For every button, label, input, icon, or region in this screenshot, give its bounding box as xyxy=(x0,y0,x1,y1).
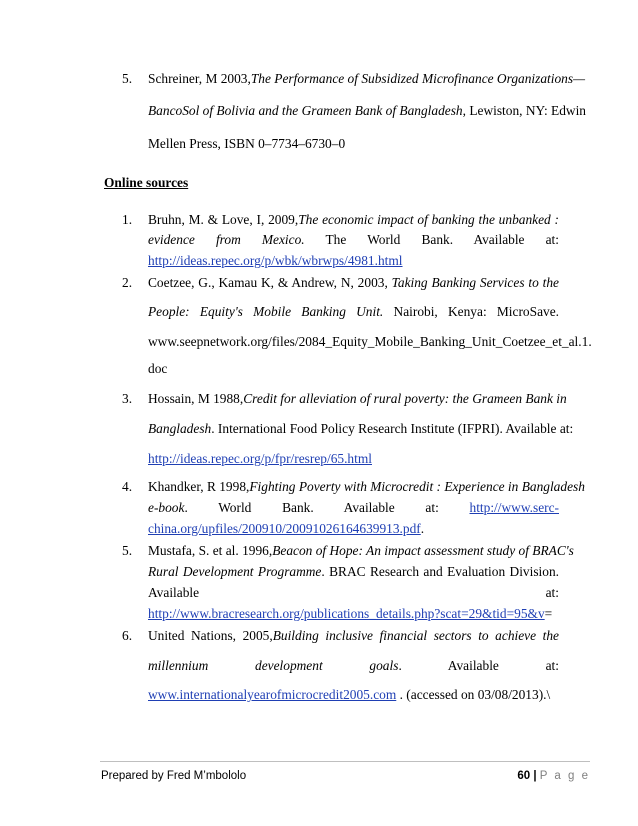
online2-number: 2. xyxy=(122,275,133,290)
online6-availability: . Available at: xyxy=(398,658,559,673)
online4-number: 4. xyxy=(122,479,133,494)
online2-line1 xyxy=(148,275,559,291)
ref5-line3: Mellen Press, ISBN 0–7734–6730–0 xyxy=(148,136,346,151)
online1-line1 xyxy=(148,212,559,228)
online4-line2 xyxy=(148,500,559,516)
online5-link[interactable]: http://www.bracresearch.org/publications_details.php?scat=29&tid=95&v xyxy=(148,606,545,621)
online6-line1 xyxy=(148,628,559,644)
online6-author: United Nations, 2005, xyxy=(148,628,273,643)
online5-line4 xyxy=(148,606,559,622)
online6-number: 6. xyxy=(122,628,133,643)
ref5-title: The Performance of Subsidized Microfinance Organizations— xyxy=(250,71,585,86)
online6-link[interactable]: www.internationalyearofmicrocredit2005.com xyxy=(148,687,397,702)
online-sources-heading: Online sources xyxy=(104,175,189,190)
online4-period: . xyxy=(420,521,425,536)
online4-publisher: . World Bank. Available at: xyxy=(184,500,439,515)
ref5-line1 xyxy=(148,71,585,87)
online4-title: Fighting Poverty with Microcredit : Experience in Bangladesh xyxy=(249,479,585,494)
online3-line2 xyxy=(148,421,574,437)
online5-at: at: xyxy=(545,585,559,600)
online1-title: The economic impact of banking the unbanked : xyxy=(298,212,559,227)
online3-line1 xyxy=(148,391,567,407)
online2-author: Coetzee, G., Kamau K, & Andrew, N, 2003, xyxy=(148,275,392,290)
footer-page xyxy=(517,769,590,783)
online4-format: e-book xyxy=(148,500,185,515)
online6-title: Building inclusive financial sectors to achieve the xyxy=(272,628,559,643)
online2-url-end: doc xyxy=(148,361,168,376)
online2-title: Taking Banking Services to the xyxy=(391,275,559,290)
online2-publisher: Nairobi, Kenya: MicroSave. xyxy=(383,304,559,319)
footer-author: Prepared by Fred M’mbololo xyxy=(101,770,247,782)
ref5-author: Schreiner, M 2003, xyxy=(148,71,251,86)
online2-url: www.seepnetwork.org/files/2084_Equity_Mobile_Banking_Unit_Coetzee_et_al.1. xyxy=(148,334,592,349)
online1-title-cont: evidence from Mexico. xyxy=(148,232,305,247)
online3-author: Hossain, M 1988, xyxy=(148,391,244,406)
online5-suffix: = xyxy=(544,606,553,621)
page-number: 60 xyxy=(517,770,531,782)
online4-line3 xyxy=(148,521,559,537)
online1-author: Bruhn, M. & Love, I, 2009, xyxy=(148,212,299,227)
page-word: P a g e xyxy=(539,770,590,782)
online4-author: Khandker, R 1998, xyxy=(148,479,250,494)
online5-title-cont: Rural Development Programme xyxy=(148,564,322,579)
online1-number: 1. xyxy=(122,212,133,227)
online1-availability: The World Bank. Available at: xyxy=(304,232,559,247)
online2-line2 xyxy=(148,304,559,320)
online3-title: Credit for alleviation of rural poverty: the Grameen Bank in xyxy=(243,391,567,406)
online1-line2 xyxy=(148,232,559,248)
online5-number: 5. xyxy=(122,543,133,558)
online5-available: Available xyxy=(148,585,200,600)
online1-line3 xyxy=(148,253,559,269)
online3-publisher: . International Food Policy Research Institute (IFPRI). Available at: xyxy=(211,421,574,436)
footer-divider xyxy=(100,761,590,762)
online3-number: 3. xyxy=(122,391,133,406)
ref5-publisher: , Lewiston, NY: Edwin xyxy=(462,103,586,118)
ref5-number: 5. xyxy=(122,71,133,86)
online5-line2 xyxy=(148,564,559,580)
ref5-title-cont: BancoSol of Bolivia and the Grameen Bank of Bangladesh xyxy=(148,103,463,118)
online6-accessed: . (accessed on 03/08/2013).\ xyxy=(396,687,551,702)
online3-link[interactable]: http://ideas.repec.org/p/fpr/resrep/65.html xyxy=(148,451,372,466)
online5-publisher: . BRAC Research and Evaluation Division. xyxy=(321,564,559,579)
online6-line3 xyxy=(148,687,559,703)
online4-line1 xyxy=(148,479,585,495)
online3-title-cont: Bangladesh xyxy=(148,421,212,436)
online5-line3 xyxy=(148,585,559,601)
online4-link-part2[interactable]: china.org/upfiles/200910/20091026164639913.pdf xyxy=(148,521,421,536)
online6-line2 xyxy=(148,658,559,674)
online2-title-cont: People: Equity's Mobile Banking Unit. xyxy=(148,304,384,319)
online5-line1 xyxy=(148,543,574,559)
online5-title: Beacon of Hope: An impact assessment study of BRAC's xyxy=(272,543,574,558)
online4-link-part1[interactable]: http://www.serc- xyxy=(469,500,559,515)
online3-line3 xyxy=(148,451,559,467)
online1-link[interactable]: http://ideas.repec.org/p/wbk/wbrwps/4981.html xyxy=(148,253,403,268)
page-separator: | xyxy=(533,770,537,782)
online6-title-cont: millennium development goals xyxy=(148,658,399,673)
ref5-line2 xyxy=(148,103,586,119)
online5-author: Mustafa, S. et al. 1996, xyxy=(148,543,273,558)
